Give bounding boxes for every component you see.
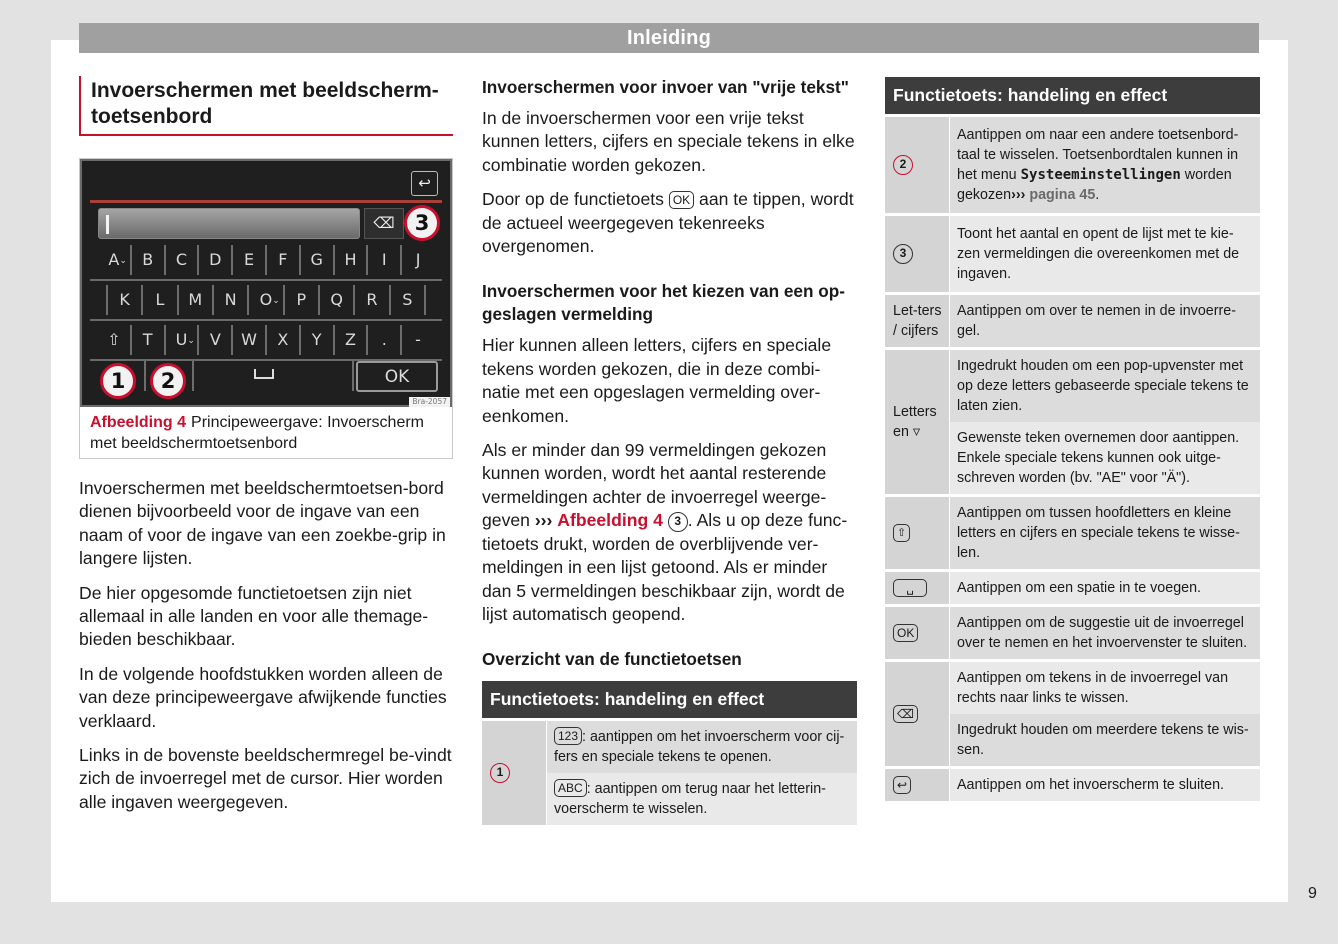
callout-1-icon: 1: [490, 763, 510, 783]
figure-keyboard: [79, 158, 453, 459]
key-g[interactable]: G: [299, 245, 333, 275]
table-cell: 123 : aantippen om het invoerscherm voor cij-fers en speciale tekens te openen.: [547, 721, 857, 773]
divider: [90, 279, 442, 281]
shift-icon[interactable]: ⇧: [107, 330, 121, 349]
page-link[interactable]: pagina 45: [1029, 187, 1096, 203]
heading-function-keys: Overzicht van de functietoetsen: [482, 649, 742, 670]
return-icon: ↩: [893, 776, 911, 794]
paragraph: De hier opgesomde functietoetsen zijn niet allemaal in alle landen en voor alle themage-bieden beschikbaar.: [79, 582, 429, 650]
paragraph: In de invoerschermen voor een vrije tekst kunnen letters, cijfers en speciale tekens in elke combinatie worden gekozen.: [482, 108, 855, 175]
left-column: [79, 76, 453, 825]
middle-column: [482, 76, 857, 828]
table-row: [885, 497, 1260, 569]
heading-free-text: Invoerschermen voor invoer van "vrije tekst": [482, 77, 849, 97]
function-key-table-1: [482, 681, 857, 825]
table-cell: Aantippen om tekens in de invoerregel van rechts naar links te wissen.: [950, 662, 1260, 714]
figure-caption: Afbeelding 4 Principeweergave: Invoerscherm met beeldschermtoetsenbord: [90, 414, 425, 452]
section-title: Invoerschermen met beeldscherm- toetsenbord: [79, 76, 453, 136]
table-row: [885, 607, 1260, 659]
table-cell: Ingedrukt houden om meerdere tekens te wis-sen.: [950, 714, 1260, 766]
table-cell: Aantippen om naar een andere toetsenbord-taal te wisselen. Toetsenbordtalen kunnen in het menu Systeeminstellingen worden gekozen››› pagina 45.: [950, 117, 1260, 213]
table-row: [482, 721, 857, 825]
figure-ref: Afbeelding 4: [90, 414, 187, 431]
chevron-arrows-icon: ›››: [1011, 187, 1026, 203]
key-y[interactable]: Y: [299, 325, 333, 355]
key-period[interactable]: .: [366, 325, 400, 355]
menu-name: Systeeminstellingen: [1020, 167, 1181, 183]
row-label: Letters en ▿: [885, 350, 949, 494]
ok-icon: OK: [893, 624, 918, 642]
backspace-icon[interactable]: ⌫: [364, 208, 404, 239]
table-header: Functietoets: handeling en effect: [482, 681, 857, 718]
left-body: [79, 477, 453, 814]
page-number: 9: [1308, 885, 1317, 902]
key-dash[interactable]: -: [400, 325, 434, 355]
key-v[interactable]: V: [197, 325, 231, 355]
key-u[interactable]: U ⌄: [164, 325, 198, 355]
table-row: [885, 295, 1260, 347]
table-row: [885, 662, 1260, 766]
key-n[interactable]: N: [212, 285, 247, 315]
figure-link[interactable]: Afbeelding 4: [557, 510, 663, 531]
key-e[interactable]: E: [231, 245, 265, 275]
cursor: [106, 215, 109, 234]
callout-3-icon: 3: [893, 244, 913, 264]
table-row: [885, 350, 1260, 494]
alpha-key-icon: ABC: [554, 779, 587, 797]
key-q[interactable]: Q: [318, 285, 353, 315]
table-cell: Ingedrukt houden om een pop-upvenster met op deze letters gebaseerde speciale tekens te laten zien.: [950, 350, 1260, 422]
paragraph: Door op de functietoets OK aan te tippen, wordt de actueel weergegeven tekenreeks overgenomen.: [482, 189, 854, 257]
key-s[interactable]: S: [389, 285, 426, 315]
table-row: [885, 117, 1260, 213]
keyboard-row-2: [106, 285, 426, 315]
table-cell: Aantippen om het invoerscherm te sluiten.: [950, 769, 1260, 801]
divider: [144, 361, 146, 391]
chapter-header: Inleiding: [79, 23, 1259, 53]
key-p[interactable]: P: [283, 285, 318, 315]
table-row: [885, 769, 1260, 801]
heading-stored-entry: Invoerschermen voor het kiezen van een op-geslagen vermelding: [482, 281, 845, 325]
function-key-table-2: [885, 77, 1260, 801]
keyboard-screen: [80, 159, 452, 407]
key-z[interactable]: Z: [333, 325, 367, 355]
backspace-icon: ⌫: [893, 705, 918, 723]
key-m[interactable]: M: [177, 285, 212, 315]
keyboard-row-1: [98, 245, 434, 275]
table-header: Functietoets: handeling en effect: [885, 77, 1260, 114]
paragraph: In de volgende hoofdstukken worden alleen de van deze principeweergave afwijkende functies verklaard.: [79, 663, 447, 731]
paragraph: Links in de bovenste beeldschermregel be-vindt zich de invoerregel met de cursor. Hier worden alle ingaven weergegeven.: [79, 745, 452, 812]
callout-3-icon: 3: [668, 512, 688, 532]
right-column: [885, 77, 1260, 804]
chevron-arrows-icon: ›››: [534, 510, 553, 531]
divider: [90, 319, 442, 321]
shift-icon: ⇧: [893, 524, 910, 542]
divider: [352, 361, 354, 391]
key-i[interactable]: I: [366, 245, 400, 275]
ok-button[interactable]: OK: [356, 361, 438, 392]
paragraph: Als er minder dan 99 vermeldingen gekozen kunnen worden, wordt het aantal resterende vermeldingen achter de invoerregel weerge-geven ››› Afbeelding 4 3 . Als u op deze func-tietoets drukt, worden de overblijvende ver-meldingen in een lijst getoond. Als er minder dan 5 vermeldingen beschikbaar zijn, wordt de lijst automatisch geopend.: [482, 440, 848, 624]
table-row: [885, 572, 1260, 604]
table-cell: Aantippen om tussen hoofdletters en kleine letters en cijfers en speciale tekens te wisse-len.: [950, 497, 1260, 569]
key-l[interactable]: L: [141, 285, 176, 315]
callout-badge-1[interactable]: 1: [100, 363, 136, 399]
paragraph: Invoerschermen met beeldschermtoetsen-bord dienen bijvoorbeeld voor de ingave van een naam of voor de ingave van een zoekbe-grip in langere lijsten.: [79, 478, 446, 569]
paragraph: Hier kunnen alleen letters, cijfers en speciale tekens worden gekozen, die in deze combi-natie met een opgeslagen vermelding over-eenkomen.: [482, 335, 832, 426]
divider: [192, 361, 194, 391]
space-icon: ␣: [893, 579, 927, 597]
callout-2-icon: 2: [893, 155, 913, 175]
table-cell: Aantippen om over te nemen in de invoerre-gel.: [950, 295, 1260, 347]
callout-badge-2[interactable]: 2: [150, 363, 186, 399]
key-f[interactable]: F: [265, 245, 299, 275]
numeric-key-icon: 123: [554, 727, 582, 745]
key-t[interactable]: T: [130, 325, 164, 355]
table-cell: Aantippen om een spatie in te voegen.: [950, 572, 1260, 604]
input-line[interactable]: [98, 208, 360, 239]
table-cell: Aantippen om de suggestie uit de invoerregel over te nemen en het invoervenster te sluiten.: [950, 607, 1260, 659]
key-r[interactable]: R: [353, 285, 388, 315]
keyboard-row-3: [98, 325, 434, 355]
key-c[interactable]: C: [164, 245, 198, 275]
table-cell: Gewenste teken overnemen door aantippen. Enkele speciale tekens kunnen ook uitge-schreven worden (bv. "AE" voor "Ä").: [950, 422, 1260, 494]
table-row: [885, 216, 1260, 292]
key-h[interactable]: H: [333, 245, 367, 275]
key-d[interactable]: D: [197, 245, 231, 275]
key-k[interactable]: K: [106, 285, 141, 315]
key-x[interactable]: X: [265, 325, 299, 355]
key-o[interactable]: O ⌄: [247, 285, 282, 315]
image-code: Bra-2057: [409, 397, 450, 407]
key-j[interactable]: J: [400, 245, 434, 275]
row-label: Let-ters / cijfers: [885, 295, 949, 347]
table-cell: ABC : aantippen om terug naar het letterin-voerscherm te wisselen.: [547, 773, 857, 825]
table-cell: Toont het aantal en opent de lijst met te kie-zen vermeldingen die overeenkomen met de ingaven.: [950, 216, 1260, 292]
ok-key-icon: OK: [669, 191, 694, 209]
return-icon[interactable]: ↩: [411, 171, 438, 196]
key-a[interactable]: A ⌄: [108, 250, 127, 269]
space-icon[interactable]: [254, 369, 274, 379]
key-b[interactable]: B: [130, 245, 164, 275]
row-label: [482, 721, 546, 825]
divider: [90, 200, 442, 203]
key-w[interactable]: W: [231, 325, 265, 355]
callout-badge-3: 3: [404, 205, 440, 241]
